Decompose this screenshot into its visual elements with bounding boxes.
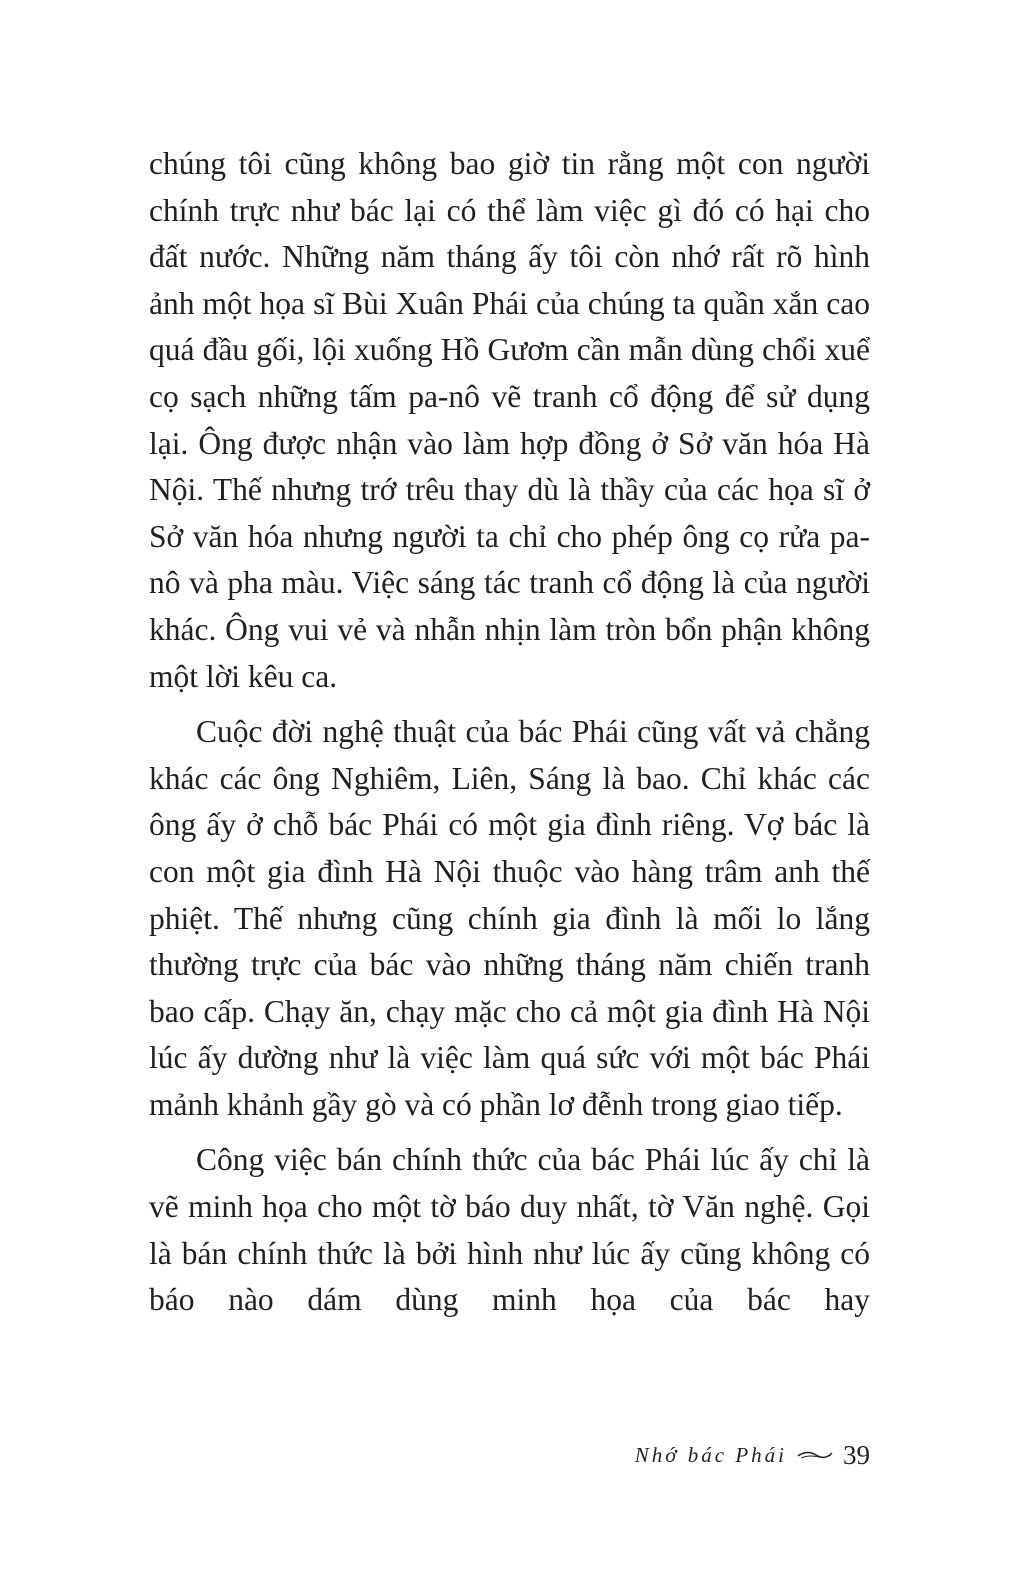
swash-ornament-icon: [797, 1449, 833, 1461]
page-number: 39: [843, 1440, 870, 1470]
page-body: [149, 141, 870, 1324]
paragraph-1: chúng tôi cũng không bao giờ tin rằng một con người chính trực như bác lại có thể làm việc gì đó có hại cho đất nước. Những năm tháng ấy tôi còn nhớ rất rõ hình ảnh một họa sĩ Bùi Xuân Phái của chúng ta quần xắn cao quá đầu gối, lội xuống Hồ Gươm cần mẫn dùng chổi xuể cọ sạch những tấm pa-nô vẽ tranh cổ động để sử dụng lại. Ông được nhận vào làm hợp đồng ở Sở văn hóa Hà Nội. Thế nhưng trớ trêu thay dù là thầy của các họa sĩ ở Sở văn hóa nhưng người ta chỉ cho phép ông cọ rửa pa-nô và pha màu. Việc sáng tác tranh cổ động là của người khác. Ông vui vẻ và nhẫn nhịn làm tròn bổn phận không một lời kêu ca.: [149, 146, 870, 694]
paragraph-3: Công việc bán chính thức của bác Phái lúc ấy chỉ là vẽ minh họa cho một tờ báo duy nhất, tờ Văn nghệ. Gọi là bán chính thức là bởi hình như lúc ấy cũng không có báo nào dám dùng minh họa của bác hay: [149, 1142, 870, 1318]
running-title: Nhớ bác Phái: [634, 1442, 787, 1467]
page-footer: [635, 1440, 870, 1470]
paragraph-2: Cuộc đời nghệ thuật của bác Phái cũng vất vả chẳng khác các ông Nghiêm, Liên, Sáng là bao. Chỉ khác các ông ấy ở chỗ bác Phái có một gia đình riêng. Vợ bác là con một gia đình Hà Nội thuộc vào hàng trâm anh thế phiệt. Thế nhưng cũng chính gia đình là mối lo lắng thường trực của bác vào những tháng năm chiến tranh bao cấp. Chạy ăn, chạy mặc cho cả một gia đình Hà Nội lúc ấy dường như là việc làm quá sức với một bác Phái mảnh khảnh gầy gò và có phần lơ đễnh trong giao tiếp.: [149, 714, 870, 1122]
